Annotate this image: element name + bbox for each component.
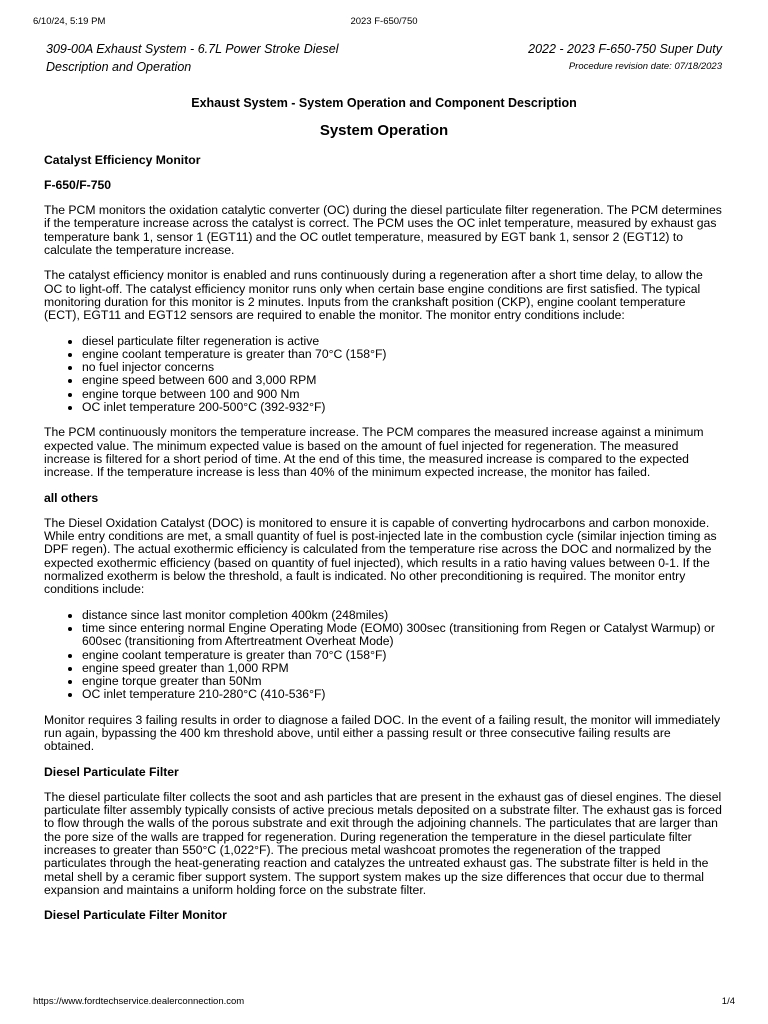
f650-paragraph-3: The PCM continuously monitors the temperature increase. The PCM compares the measured increase against a minimum expected value. The minimum expected value is based on the amount of fuel injected for regeneration. The measured increase is filtered for a short period of time. At the end of this time, the measured increase is compared to the expected increase. If the temperature increase is less than 40% of the minimum expected increase, the monitor has failed. [44,425,704,480]
f650-paragraph-1: The PCM monitors the oxidation catalytic converter (OC) during the diesel particulate filter regeneration. The PCM determines if the temperature increase across the catalyst is correct. The PCM uses the OC inlet temperature, measured by exhaust gas temperature bank 1, sensor 1 (EGT11) and the OC outlet temperature, measured by EGT bank 1, sensor 2 (EGT12) to calculate the temperature increase. [44,203,722,258]
dpf-monitor-heading: Diesel Particulate Filter Monitor [44,908,227,923]
list-item: • OC inlet temperature 200-500°C (392-932°F) [82,401,724,414]
list-item: • engine coolant temperature is greater than 70°C (158°F) [82,649,724,662]
document-body [44,97,724,935]
list-item: • engine coolant temperature is greater than 70°C (158°F) [82,348,724,361]
page-title: System Operation [319,122,449,140]
vehicle-identifier [528,40,722,76]
section-name: 309-00A Exhaust System - 6.7L Power Stroke Diesel [46,42,339,56]
section-identifier [46,40,339,76]
list-item: • engine torque between 100 and 900 Nm [82,388,724,401]
list-item: • time since entering normal Engine Operating Mode (EOM0) 300sec (transitioning from Regen or Catalyst Warmup) or 600sec (transitioning from Aftertreatment Overheat Mode) [82,622,724,649]
f650-paragraph-2: The catalyst efficiency monitor is enabled and runs continuously during a regeneration after a short time delay, to allow the OC to light-off. The catalyst efficiency monitor runs only when certain base engine conditions are first satisfied. The typical monitoring duration for this monitor is 2 minutes. Inputs from the crankshaft position (CKP), engine coolant temperature (ECT), EGT11 and EGT12 sensors are required to enable the monitor. The monitor entry conditions include: [44,268,703,323]
section-subtype: Description and Operation [46,60,192,74]
list-item: • engine torque greater than 50Nm [82,675,724,688]
list-item: • OC inlet temperature 210-280°C (410-536°F) [82,688,724,701]
catalyst-monitor-heading: Catalyst Efficiency Monitor [44,152,201,167]
dpf-paragraph-1: The diesel particulate filter collects the soot and ash particles that are present in the exhaust gas of diesel engines. The diesel particulate filter assembly typically consists of active precious metals deposited on a substrate filter. The exhaust gas is forced to flow through the walls of the porous substrate and exit through the adjoining channels. The particulates that are larger than the pore size of the walls are trapped for regeneration. During regeneration the temperature in the diesel particulate filter increases to greater than 550°C (1,022°F). The precious metal washcoat promotes the regeneration of the trapped particulates through the heat-generating reaction and catalyzes the untreated exhaust gas. The substrate filter is held in the metal shell by a ceramic fiber support system. The support system makes up the size differences that occur due to thermal expansion and maintains a uniform holding force on the substrate filter. [44,789,722,897]
print-header [33,16,735,30]
print-page-number: 1/4 [721,996,735,1007]
others-paragraph-1: The Diesel Oxidation Catalyst (DOC) is monitored to ensure it is capable of converting hydrocarbons and carbon monoxide. While entry conditions are met, a small quantity of fuel is post-injected late in the combustion cycle (similar injection timing as DPF regen). The actual exothermic efficiency is calculated from the temperature rise across the DOC and normalized by the expected exothermic efficiency (based on quantity of fuel injected), which results in a ratio having values between 0-1. If the normalized exotherm is below the threshold, a fault is indicated. No other preconditioning is required. The monitor entry conditions include: [44,515,717,597]
dpf-heading: Diesel Particulate Filter [44,764,179,779]
others-conditions-list [44,609,724,702]
revision-date: Procedure revision date: 07/18/2023 [568,61,722,72]
f650-conditions-list [44,335,724,415]
section-title: Exhaust System - System Operation and Component Description [191,96,577,110]
vehicle-name: 2022 - 2023 F-650-750 Super Duty [528,42,722,56]
print-page-title: 2023 F-650/750 [350,16,418,27]
print-datetime: 6/10/24, 5:19 PM [33,16,106,27]
list-item: • diesel particulate filter regeneration is active [82,335,724,348]
print-url: https://www.fordtechservice.dealerconnection.com [33,996,245,1007]
list-item: • engine speed greater than 1,000 RPM [82,662,724,675]
list-item: • engine speed between 600 and 3,000 RPM [82,374,724,387]
print-footer [33,996,735,1010]
others-paragraph-2: Monitor requires 3 failing results in order to diagnose a failed DOC. In the event of a failing result, the monitor will immediately run again, bypassing the 400 km threshold above, until either a passing result or three consecutive failing results are obtained. [44,712,721,754]
document-header [46,40,722,78]
list-item: • distance since last monitor completion 400km (248miles) [82,609,724,622]
f650-heading: F-650/F-750 [44,177,112,192]
list-item: • no fuel injector concerns [82,361,724,374]
all-others-heading: all others [44,490,99,505]
